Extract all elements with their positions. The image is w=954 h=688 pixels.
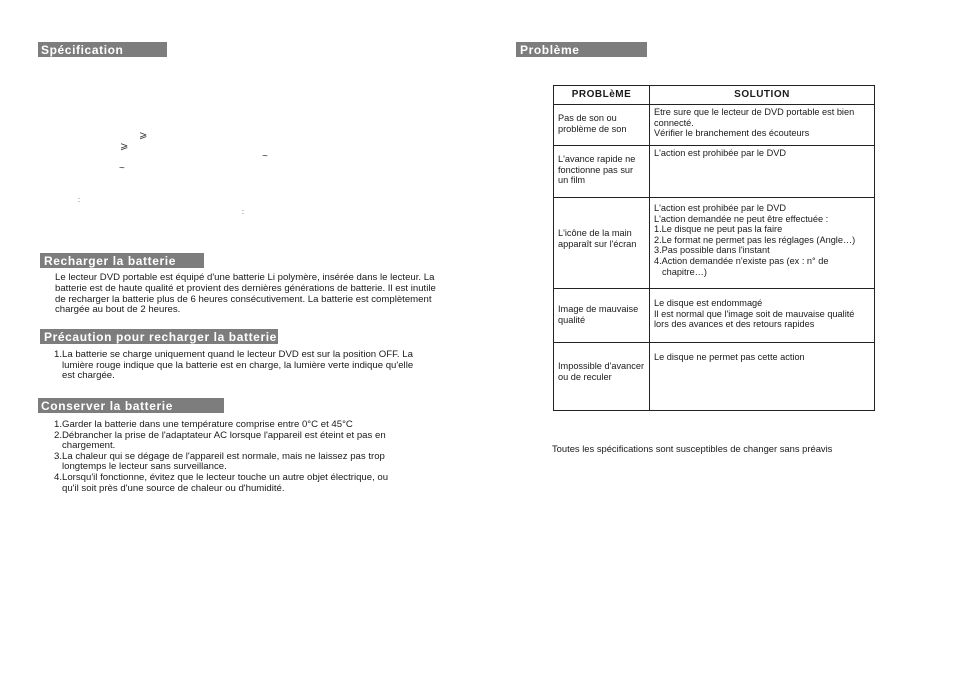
precaution-heading: Précaution pour recharger la batterie <box>40 329 278 344</box>
spec-symbol: ⩾ <box>139 130 148 141</box>
conserve-list <box>54 420 394 494</box>
spec-symbol: ⩾ <box>120 141 129 152</box>
solution-line: 4.Action demandée n'existe pas (ex : n° de chapitre…) <box>654 255 829 277</box>
spec-symbol: : <box>78 197 80 204</box>
table-row <box>554 289 875 343</box>
solution-line: L'action demandée ne peut être effectuée : <box>654 213 829 224</box>
solution-line: L'action est prohibée par le DVD <box>654 148 786 158</box>
solution-cell <box>650 198 875 289</box>
solution-cell <box>650 343 875 411</box>
problem-cell: Image de mauvaise qualité <box>554 289 650 343</box>
disclaimer-note: Toutes les spécifications sont susceptibles de changer sans préavis <box>552 443 833 454</box>
list-item: 3.La chaleur qui se dégage de l'appareil est normale, mais ne laissez pas trop longtemps le lecteur sans surveillance. <box>54 450 385 473</box>
table-row <box>554 146 875 198</box>
problem-cell: Impossible d'avancer ou de reculer <box>554 343 650 411</box>
probleme-heading: Problème <box>516 42 647 57</box>
troubleshooting-table <box>553 85 875 411</box>
conserve-heading: Conserver la batterie <box>38 398 224 413</box>
list-item: 2.Débrancher la prise de l'adaptateur AC lorsque l'appareil est éteint et pas en chargement. <box>54 429 386 452</box>
solution-cell <box>650 289 875 343</box>
list-item: 4.Lorsqu'il fonctionne, évitez que le lecteur touche un autre objet électrique, ou qu'il soit près d'une source de chaleur ou d'humidité. <box>54 471 389 494</box>
recharge-text: Le lecteur DVD portable est équipé d'une batterie Li polymère, insérée dans le lecteur. La batterie est de haute qualité et provient des dernières générations de batterie. Il est inutile de recharger la batterie plus de 6 heures consécutivement. La batterie est complètement chargée au bout de 2 heures. <box>55 272 436 316</box>
column-header-probleme: PROBLèME <box>554 86 650 105</box>
list-item: 1.Garder la batterie dans une température comprise entre 0°C et 45°C <box>54 419 353 430</box>
specification-heading: Spécification <box>38 42 167 57</box>
problem-cell: Pas de son ou problème de son <box>554 105 650 146</box>
problem-cell: L'avance rapide ne fonctionne pas sur un film <box>554 146 650 198</box>
solution-line: L'action est prohibée par le DVD <box>654 203 786 213</box>
spec-symbol: : <box>242 209 244 216</box>
solution-line: Il est normal que l'image soit de mauvaise qualité lors des avances et des retours rapides <box>654 308 855 330</box>
spec-symbol: ~ <box>119 163 125 174</box>
list-item: 1.La batterie se charge uniquement quand le lecteur DVD est sur la position OFF. La lumière rouge indique que la batterie est en charge, la lumière verte indique qu'elle est chargée. <box>54 349 414 382</box>
table-row <box>554 343 875 411</box>
solution-line: 3.Pas possible dans l'instant <box>654 245 770 256</box>
solution-cell <box>650 105 875 146</box>
solution-line: 2.Le format ne permet pas les réglages (Angle…) <box>654 234 856 245</box>
solution-cell <box>650 146 875 198</box>
precaution-list <box>54 350 414 382</box>
recharge-heading: Recharger la batterie <box>40 253 204 268</box>
table-row <box>554 105 875 146</box>
spec-symbol: ~ <box>262 151 268 162</box>
solution-line: 1.Le disque ne peut pas la faire <box>654 224 783 235</box>
column-header-solution: SOLUTION <box>650 86 875 105</box>
problem-cell: L'icône de la main apparaît sur l'écran <box>554 198 650 289</box>
solution-line: Vérifier le branchement des écouteurs <box>654 128 810 139</box>
solution-line: Le disque ne permet pas cette action <box>654 352 805 362</box>
solution-line: Etre sure que le lecteur de DVD portable est bien connecté. <box>654 107 855 128</box>
solution-line: Le disque est endommagé <box>654 298 763 308</box>
table-row <box>554 198 875 289</box>
